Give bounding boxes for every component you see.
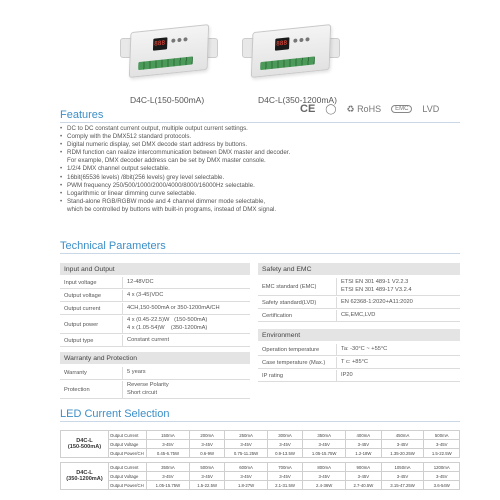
- list-item: • Digital numeric display, set DMX decode start address by buttons.: [60, 141, 248, 149]
- table-cell: 3-45V: [381, 440, 424, 449]
- table-cell: 1.5-22.5W: [189, 481, 224, 490]
- section-divider: [60, 421, 460, 422]
- led-display-icon: [275, 37, 290, 50]
- table-row: [258, 370, 460, 382]
- ce-mark-icon: CE: [300, 103, 316, 115]
- circle-mark-icon: ◯: [325, 103, 337, 115]
- table-cell: 600mA: [225, 463, 267, 472]
- terminal-block-icon: [138, 56, 193, 70]
- led-current-table: [60, 430, 460, 490]
- table-row: [61, 431, 460, 440]
- lvd-mark-icon: LVD: [422, 104, 440, 114]
- technical-parameters-title: Technical Parameters: [60, 240, 166, 252]
- table-row: [258, 357, 460, 369]
- table-cell: 3-45V: [225, 440, 267, 449]
- table-row: [60, 367, 250, 380]
- table-cell: 1.05-15.75W: [147, 481, 190, 490]
- row-label: Output Current: [109, 463, 147, 472]
- row-label: Output Power/CH: [109, 481, 147, 490]
- param-value: EN 62368-1:2020+A11:2020: [341, 298, 413, 305]
- table-cell: 0.75-11.25W: [225, 449, 267, 458]
- button-icon: [305, 37, 309, 41]
- table-cell: 0.45-6.75W: [147, 449, 190, 458]
- list-item: For example, DMX decoder address can be set by DMX master console.: [67, 157, 266, 165]
- param-value: ETSI EN 301 489-1 V2.2.3: [341, 279, 409, 286]
- table-row: [60, 316, 250, 334]
- table-cell: 3-45V: [381, 472, 424, 481]
- certification-marks: [300, 103, 439, 115]
- param-key: EMC standard (EMC): [262, 283, 317, 290]
- list-item: • DC to DC constant current output, multiple output current settings.: [60, 125, 248, 132]
- table-cell: 1.5-22.5W: [424, 449, 460, 458]
- param-value: 4CH,150-500mA or 350-1200mA/CH: [127, 304, 220, 311]
- list-item: • 1/2/4 DMX channel output selectable.: [60, 165, 170, 173]
- table-row: [61, 481, 460, 490]
- table-cell: 0.9-13.5W: [267, 449, 302, 458]
- button-icon: [293, 38, 297, 42]
- table-cell: 3-45V: [346, 472, 381, 481]
- row-label: Output Voltage: [109, 440, 147, 449]
- rohs-mark-icon: ♻ RoHS: [346, 103, 382, 114]
- table-row: [60, 277, 250, 289]
- list-item: • RDM function can realize intercommunication between DMX master and decoder.: [60, 149, 291, 157]
- table-cell: 3-45V: [147, 440, 190, 449]
- section-divider: [60, 253, 460, 254]
- table-cell: 300mA: [267, 431, 302, 440]
- table-cell: 3.15-47.25W: [381, 481, 424, 490]
- table-row: [258, 310, 460, 322]
- param-value: Reverse Polarity: [127, 382, 169, 389]
- param-value: 12-48VDC: [127, 278, 154, 285]
- product-image-350-1200: [240, 18, 350, 88]
- param-key: Output power: [64, 321, 99, 328]
- product-image-150-500: [118, 18, 228, 88]
- param-value: CE,EMC,LVD: [341, 311, 376, 318]
- table-row: [61, 449, 460, 458]
- list-item: • 16bit(65536 levels) /8bit(256 levels) grey level selectable.: [60, 173, 225, 181]
- button-icon: [183, 37, 187, 41]
- table-cell: 3-45V: [303, 440, 346, 449]
- table-cell: 150mA: [147, 431, 190, 440]
- features-list: [60, 125, 460, 214]
- warranty-protection-header: Warranty and Protection: [60, 352, 250, 364]
- param-key: Output type: [64, 337, 94, 344]
- device-body: [129, 24, 209, 78]
- table-row: [60, 335, 250, 347]
- safety-emc-header: Safety and EMC: [258, 263, 460, 275]
- table-row: [60, 381, 250, 399]
- param-key: Output voltage: [64, 292, 101, 299]
- table-row: [61, 463, 460, 472]
- table-cell: 3-45V: [267, 440, 302, 449]
- row-label: Output Power/CH: [109, 449, 147, 458]
- table-cell: 3-45V: [303, 472, 346, 481]
- table-cell: 1.8-27W: [225, 481, 267, 490]
- table-cell: 200mA: [189, 431, 224, 440]
- section-divider: [60, 122, 460, 123]
- device-body: [251, 24, 331, 78]
- button-icon: [299, 38, 303, 42]
- param-key: Protection: [64, 386, 90, 393]
- list-item: • Logarithmic or linear dimming curve selectable.: [60, 189, 197, 197]
- table-cell: 400mA: [346, 431, 381, 440]
- product-caption: D4C-L(150-500mA): [130, 95, 205, 105]
- param-value: T c: +85°C: [341, 358, 368, 365]
- led-current-selection-title: LED Current Selection: [60, 408, 170, 420]
- param-value: ETSI EN 301 489-17 V3.2.4: [341, 286, 412, 293]
- table-cell: 3.6-54W: [424, 481, 460, 490]
- table-cell: 0.6-9W: [189, 449, 224, 458]
- table-cell: 500mA: [189, 463, 224, 472]
- param-value: IP20: [341, 371, 353, 378]
- table-cell: 700mA: [267, 463, 302, 472]
- param-value: 4 x (1.05-54)W (350-1200mA): [127, 324, 208, 331]
- param-value: Ta: -30°C ~ +55°C: [341, 345, 388, 352]
- table-row: [258, 344, 460, 356]
- list-item: • Comply with the DMX512 standard protocols.: [60, 133, 192, 141]
- param-key: Certification: [262, 312, 293, 319]
- param-key: IP rating: [262, 372, 284, 379]
- button-icon: [171, 38, 175, 42]
- model-cell: D4C-L (350-1200mA): [61, 463, 109, 490]
- table-cell: 3-45V: [189, 472, 224, 481]
- table-cell: 800mA: [303, 463, 346, 472]
- table-cell: 900mA: [346, 463, 381, 472]
- param-key: Input voltage: [64, 279, 97, 286]
- table-cell: 450mA: [381, 431, 424, 440]
- table-row: [60, 290, 250, 302]
- list-item: which be controlled by buttons with built-in programs, instead of DMX signal.: [67, 205, 277, 213]
- table-cell: 2.7-40.5W: [346, 481, 381, 490]
- product-caption: D4C-L(350-1200mA): [258, 95, 337, 105]
- table-cell: 1200mA: [424, 463, 460, 472]
- table-cell: 500mA: [424, 431, 460, 440]
- input-output-header: Input and Output: [60, 263, 250, 275]
- table-cell: 350mA: [303, 431, 346, 440]
- model-cell: D4C-L (150-500mA): [61, 431, 109, 458]
- table-cell: 3-45V: [147, 472, 190, 481]
- table-cell: 3-45V: [424, 472, 460, 481]
- table-cell: 1.05-15.75W: [303, 449, 346, 458]
- table-row: [258, 297, 460, 309]
- environment-header: Environment: [258, 329, 460, 341]
- table-cell: 2.4-36W: [303, 481, 346, 490]
- led-display-icon: [153, 37, 168, 50]
- row-label: Output Current: [109, 431, 147, 440]
- table-cell: 1050mA: [381, 463, 424, 472]
- table-row: [60, 303, 250, 315]
- table-cell: 2.1-31.5W: [267, 481, 302, 490]
- table-cell: 3-45V: [267, 472, 302, 481]
- param-key: Output current: [64, 305, 101, 312]
- table-cell: 250mA: [225, 431, 267, 440]
- table-row: [61, 472, 460, 481]
- table-cell: 3-45V: [424, 440, 460, 449]
- terminal-block-icon: [260, 56, 315, 70]
- param-key: Safety standard(LVD): [262, 299, 317, 306]
- param-value: Short circuit: [127, 389, 158, 396]
- button-icon: [177, 38, 181, 42]
- table-cell: 3-45V: [189, 440, 224, 449]
- table-cell: 1.35-20.25W: [381, 449, 424, 458]
- emc-mark-icon: EMC: [391, 105, 412, 113]
- row-label: Output Voltage: [109, 472, 147, 481]
- param-key: Operation temperature: [262, 346, 320, 353]
- table-cell: 1.2-18W: [346, 449, 381, 458]
- table-cell: 3-45V: [346, 440, 381, 449]
- features-title: Features: [60, 109, 104, 121]
- list-item: • PWM frequency 250/500/1000/2000/4000/8000/16000Hz selectable.: [60, 181, 255, 189]
- param-value: 5 years: [127, 369, 146, 376]
- param-value: Constant current: [127, 336, 170, 343]
- table-row: [61, 440, 460, 449]
- param-value: 4 x (0.45-22.5)W (150-500mA): [127, 317, 208, 324]
- table-row: [258, 278, 460, 296]
- list-item: • Stand-alone RGB/RGBW mode and 4 channel dimmer mode selectable,: [60, 197, 266, 205]
- table-cell: 350mA: [147, 463, 190, 472]
- param-key: Warranty: [64, 370, 87, 376]
- param-value: 4 x (3-45)VDC: [127, 291, 164, 298]
- table-cell: 3-45V: [225, 472, 267, 481]
- param-key: Case temperature (Max.): [262, 359, 326, 366]
